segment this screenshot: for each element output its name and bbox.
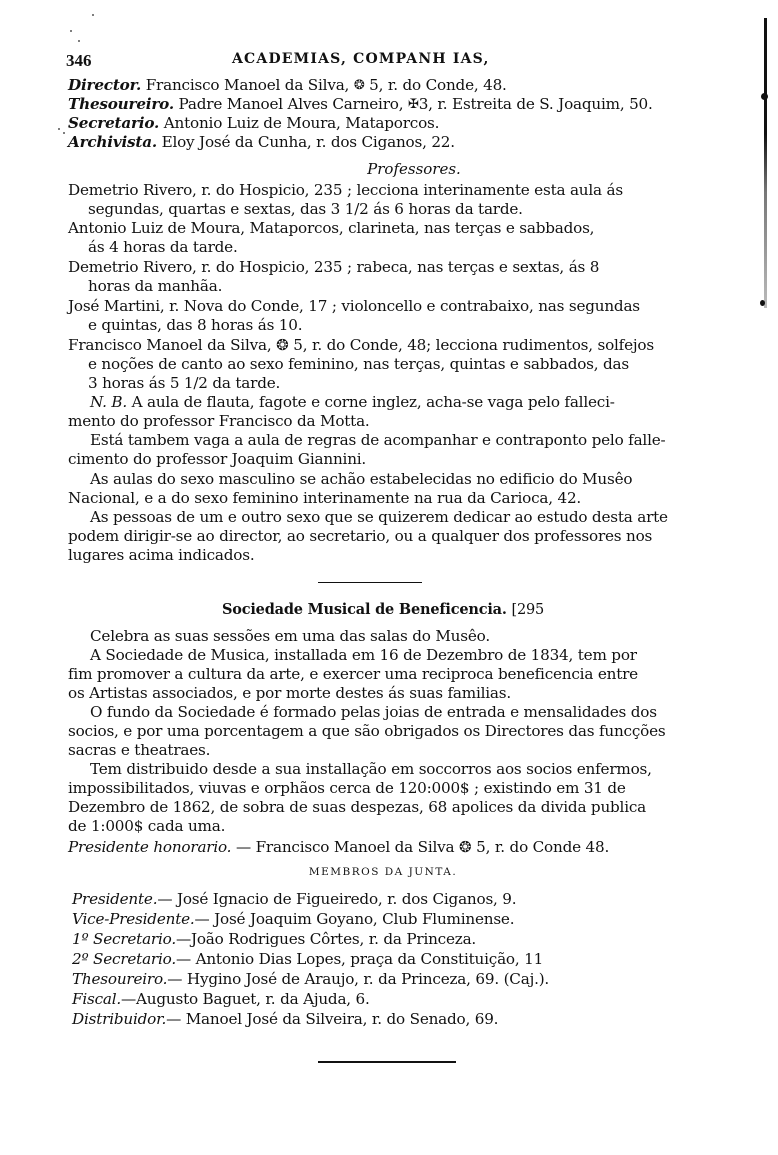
professor-line: Demetrio Rivero, r. do Hospicio, 235 ; rabeca, nas terças e sextas, ás 8 — [68, 258, 600, 276]
honorary-role: Presidente honorario. — [68, 838, 232, 856]
honorary-president-line — [68, 838, 609, 856]
officer-text: Francisco Manoel da Silva, — [141, 76, 354, 94]
section-ref: [295 — [511, 602, 545, 618]
paragraph-line: Dezembro de 1862, de sobra de suas despezas, 68 apolices da divida publica — [68, 798, 647, 816]
section-title: Sociedade Musical de Beneficencia. — [222, 601, 507, 618]
junta-role: 2º Secretario. — [72, 950, 176, 968]
paragraph-line: de 1:000$ cada uma. — [68, 817, 226, 835]
section-title-line — [222, 601, 544, 619]
note-text: A aula de flauta, fagote e corne inglez, acha-se vaga pelo falleci- — [126, 393, 615, 411]
junta-role: Distribuidor. — [72, 1010, 167, 1028]
paragraph-line: fim promover a cultura da arte, e exercer uma reciproca beneficencia entre — [68, 665, 638, 683]
professor-line: Demetrio Rivero, r. do Hospicio, 235 ; lecciona interinamente esta aula ás — [68, 181, 623, 199]
note-line: cimento do professor Joaquim Giannini. — [68, 450, 367, 468]
junta-member — [72, 1010, 498, 1028]
officer-text: Eloy José da Cunha, r. dos Ciganos, 22. — [156, 133, 455, 151]
professores-heading: Professores. — [367, 160, 461, 178]
bottom-divider — [318, 1061, 456, 1063]
scan-speck — [92, 14, 94, 16]
junta-text: —Augusto Baguet, r. da Ajuda, 6. — [121, 990, 370, 1008]
junta-member — [72, 890, 516, 908]
paragraph-line: Tem distribuido desde a sua installação em soccorros aos socios enfermos, — [90, 760, 652, 778]
scan-speck — [58, 128, 60, 130]
note-line: As aulas do sexo masculino se achão estabelecidas no edificio do Musêo — [90, 470, 633, 488]
paragraph-line: socios, e por uma porcentagem a que são obrigados os Directores das funcções — [68, 722, 666, 740]
page-edge-mark — [760, 300, 765, 306]
officer-role: Archivista. — [68, 133, 157, 151]
officer-line — [68, 76, 507, 96]
note-line — [90, 393, 615, 411]
note-line: Está tambem vaga a aula de regras de acompanhar e contraponto pelo falle- — [90, 431, 666, 449]
note-line: mento do professor Francisco da Motta. — [68, 412, 370, 430]
running-head: ACADEMIAS, COMPANH IAS, — [232, 51, 490, 67]
officer-rest: 3, r. Estreita de S. Joaquim, 50. — [418, 95, 653, 113]
paragraph-line: Celebra as suas sessões em uma das salas do Musêo. — [90, 627, 490, 645]
junta-text: — Antonio Dias Lopes, praça da Constituição, 11 — [175, 950, 544, 968]
section-divider — [318, 582, 422, 583]
officer-line — [68, 95, 653, 115]
scan-speck — [63, 132, 65, 134]
page-number: 346 — [66, 51, 92, 70]
junta-role: Presidente. — [72, 890, 158, 908]
note-prefix: N. B. — [90, 393, 127, 411]
officer-role: Thesoureiro. — [68, 95, 174, 113]
page-edge-mark — [761, 93, 768, 100]
officer-line — [68, 133, 455, 151]
officer-text: Padre Manoel Alves Carneiro, — [173, 95, 408, 113]
professor-line: segundas, quartas e sextas, das 3 1/2 ás 6 horas da tarde. — [88, 200, 523, 218]
scan-speck — [78, 40, 80, 42]
paragraph-line: impossibilitados, viuvas e orphãos cerca de 120:000$ ; existindo em 31 de — [68, 779, 626, 797]
professor-line: e quintas, das 8 horas ás 10. — [88, 316, 303, 334]
honorary-text: — Francisco Manoel da Silva ❂ 5, r. do Conde 48. — [231, 838, 610, 856]
paragraph-line: O fundo da Sociedade é formado pelas joias de entrada e mensalidades dos — [90, 703, 657, 721]
junta-text: —João Rodrigues Côrtes, r. da Princeza. — [175, 930, 477, 948]
junta-text: — José Joaquim Goyano, Club Fluminense. — [194, 910, 515, 928]
junta-member — [72, 970, 549, 988]
junta-text: — José Ignacio de Figueiredo, r. dos Ciganos, 9. — [157, 890, 517, 908]
note-line: As pessoas de um e outro sexo que se quizerem dedicar ao estudo desta arte — [90, 508, 668, 526]
junta-role: 1º Secretario. — [72, 930, 176, 948]
professor-line: Antonio Luiz de Moura, Mataporcos, clarineta, nas terças e sabbados, — [68, 219, 595, 237]
junta-member — [72, 910, 514, 928]
junta-member — [72, 930, 476, 948]
junta-text: — Manoel José da Silveira, r. do Senado, 69. — [166, 1010, 499, 1028]
officer-rest: 5, r. do Conde, 48. — [364, 76, 507, 94]
junta-member — [72, 950, 543, 968]
junta-member — [72, 990, 370, 1008]
officer-role: Director. — [68, 76, 142, 94]
professor-line: José Martini, r. Nova do Conde, 17 ; violoncello e contrabaixo, nas segundas — [68, 297, 640, 315]
paragraph-line: os Artistas associados, e por morte destes ás suas familias. — [68, 684, 512, 702]
junta-role: Vice-Presidente. — [72, 910, 195, 928]
paragraph-line: sacras e theatraes. — [68, 741, 211, 759]
junta-role: Fiscal. — [72, 990, 122, 1008]
note-line: lugares acima indicados. — [68, 546, 255, 564]
note-line: Nacional, e a do sexo feminino interinamente na rua da Carioca, 42. — [68, 489, 582, 507]
paragraph-line: A Sociedade de Musica, installada em 16 de Dezembro de 1834, tem por — [90, 646, 637, 664]
scan-speck — [70, 30, 72, 32]
professor-line: horas da manhãa. — [88, 277, 223, 295]
officer-line — [68, 114, 439, 132]
professor-line: ás 4 horas da tarde. — [88, 238, 238, 256]
junta-role: Thesoureiro. — [72, 970, 168, 988]
professor-line: Francisco Manoel da Silva, ❂ 5, r. do Conde, 48; lecciona rudimentos, solfejos — [68, 336, 654, 354]
order-of-rose-icon: ❂ — [353, 78, 365, 93]
note-line: podem dirigir-se ao director, ao secretario, ou a qualquer dos professores nos — [68, 527, 653, 545]
order-of-christ-cross-icon: ✠ — [407, 97, 419, 112]
professor-line: e noções de canto ao sexo feminino, nas terças, quintas e sabbados, das — [88, 355, 629, 373]
junta-text: — Hygino José de Araujo, r. da Princeza, 69. (Caj.). — [167, 970, 550, 988]
junta-heading: MEMBROS DA JUNTA. — [308, 866, 458, 878]
officer-role: Secretario. — [68, 114, 160, 132]
officer-text: Antonio Luiz de Moura, Mataporcos. — [159, 114, 440, 132]
professor-line: 3 horas ás 5 1/2 da tarde. — [88, 374, 281, 392]
